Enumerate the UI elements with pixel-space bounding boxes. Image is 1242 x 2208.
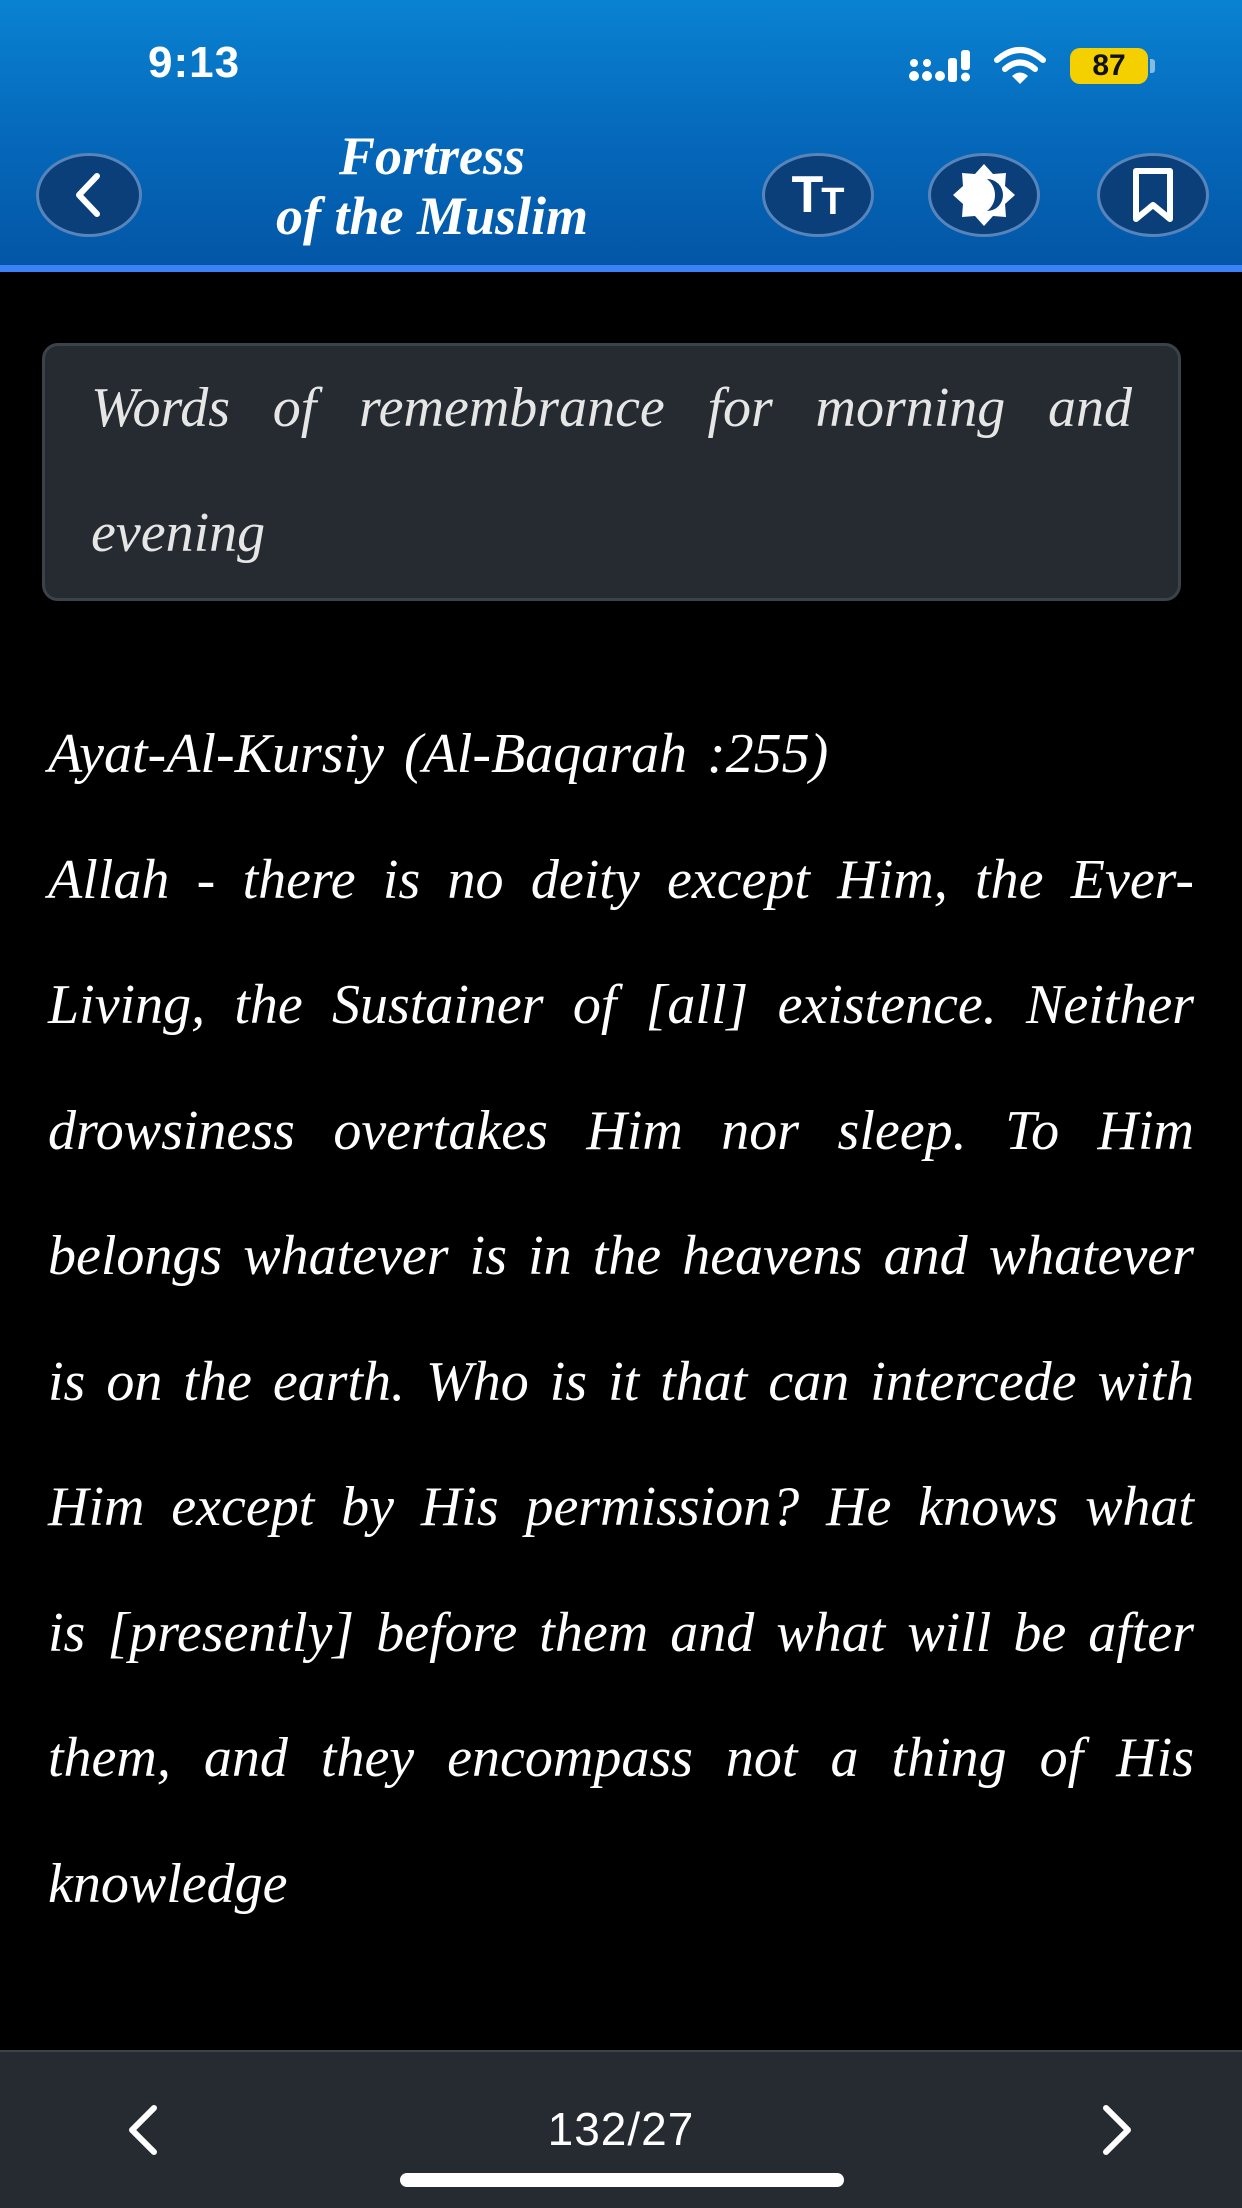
back-button[interactable] (36, 153, 142, 237)
page-title-line1: Fortress (338, 126, 526, 186)
chevron-left-icon (69, 170, 109, 220)
signal-icon (908, 48, 972, 84)
dua-text: Allah - there is no deity except Him, the Ever-Living, the Sustainer of [all] existence. Neither drowsiness overtakes Him nor sleep. To Him belongs whatever is in the heavens and whatever is on the earth. Who is it that can intercede with Him except by His permission? He knows what is [presently] before them and what will be after them, and they encompass not a thing of His knowledge (48, 848, 1194, 1915)
bookmark-icon (1128, 167, 1178, 223)
battery-tip (1150, 59, 1155, 73)
app-header (0, 0, 1242, 272)
section-title: Words of remembrance for morning and evening (91, 377, 1132, 564)
page-title (200, 126, 664, 246)
battery-level: 87 (1070, 48, 1148, 84)
bookmark-button[interactable] (1097, 153, 1209, 237)
chevron-right-icon (1076, 2090, 1156, 2170)
battery-icon (1070, 48, 1150, 84)
font-size-button[interactable] (762, 153, 874, 237)
page-indicator: 132/27 (547, 2103, 695, 2155)
status-time: 9:13 (148, 38, 241, 87)
section-header-card (42, 343, 1181, 601)
page-title-line2: of the Muslim (275, 186, 589, 246)
home-indicator[interactable] (400, 2173, 844, 2187)
dua-content (48, 692, 1194, 1947)
text-size-icon: T T (791, 166, 845, 224)
next-page-button[interactable] (1076, 2090, 1156, 2170)
dua-heading: Ayat-Al-Kursiy (Al-Baqarah :255) (48, 723, 829, 785)
brightness-icon (951, 162, 1017, 228)
theme-toggle-button[interactable] (928, 153, 1040, 237)
wifi-icon (993, 46, 1047, 86)
